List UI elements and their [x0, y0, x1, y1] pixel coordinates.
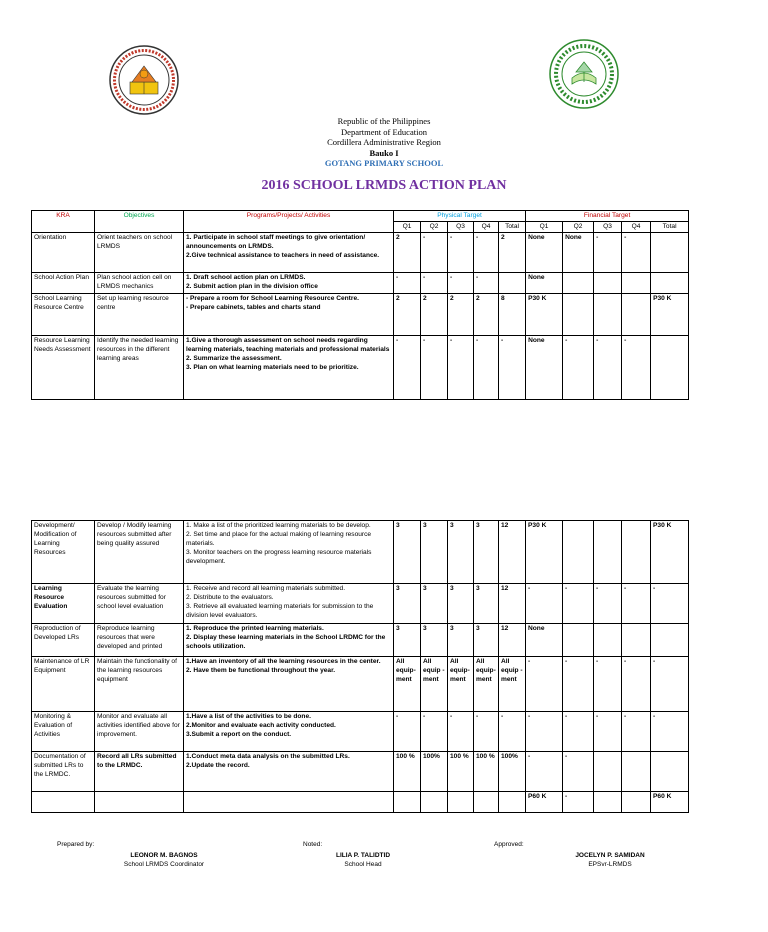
objective-cell: Set up learning resource centre	[95, 294, 184, 336]
school-name: GOTANG PRIMARY SCHOOL	[324, 158, 444, 168]
programs-cell	[184, 752, 394, 792]
physical-q3-cell: 100 %	[448, 752, 474, 792]
physical-q2-cell: 2	[421, 294, 448, 336]
prepared-by-label: Prepared by:	[57, 841, 95, 848]
financial-q1-cell: P60 K	[526, 792, 563, 813]
objective-cell: Record all LRs submitted to the LRMDC.	[95, 752, 184, 792]
program-item: 3.Submit a report on the conduct.	[186, 731, 292, 738]
financial-q2-cell: None	[563, 233, 594, 273]
financial-q4-cell: -	[622, 233, 651, 273]
kra-cell: Development/ Modification of Learning Resources	[32, 521, 95, 584]
physical-q4-cell: 3	[474, 521, 499, 584]
financial-q1-cell: -	[526, 752, 563, 792]
physical-total-cell: 12	[499, 624, 526, 657]
objective-cell: Plan school action cell on LRMDS mechanics	[95, 273, 184, 294]
table-body	[32, 233, 689, 400]
programs-cell	[184, 624, 394, 657]
physical-q4-cell: 100 %	[474, 752, 499, 792]
document-title: 2016 SCHOOL LRMDS ACTION PLAN	[261, 178, 507, 193]
table-row	[32, 752, 689, 792]
physical-q3-cell: -	[448, 233, 474, 273]
programs-cell	[184, 521, 394, 584]
physical-q1-cell: 100 %	[394, 752, 421, 792]
programs-cell	[184, 336, 394, 400]
table-row	[32, 657, 689, 712]
financial-q3-cell	[594, 294, 622, 336]
programs-cell	[184, 294, 394, 336]
physical-q4-cell: All equip-ment	[474, 657, 499, 712]
financial-q4-header: Q4	[622, 222, 651, 233]
physical-q2-cell: -	[421, 233, 448, 273]
programs-cell	[184, 657, 394, 712]
program-item: 3. Retrieve all evaluated learning materials for submission to the division level evaluators.	[186, 603, 374, 619]
prepared-by-name: LEONOR M. BAGNOS	[130, 852, 198, 859]
program-item: - Prepare cabinets, tables and charts stand	[186, 304, 321, 311]
financial-total-cell	[651, 273, 689, 294]
financial-q3-cell	[594, 624, 622, 657]
noted-block	[318, 851, 408, 869]
program-item: 1. Participate in school staff meetings to give orientation/ announcements on LRMDS.	[186, 234, 366, 250]
kra-cell: Reproduction of Developed LRs	[32, 624, 95, 657]
gotang-primary-school-seal	[548, 38, 620, 110]
financial-total-cell	[651, 233, 689, 273]
kra-cell: School Learning Resource Centre	[32, 294, 95, 336]
table-row	[32, 294, 689, 336]
financial-total-header: Total	[651, 222, 689, 233]
physical-q1-cell: 2	[394, 233, 421, 273]
physical-q4-cell: -	[474, 712, 499, 752]
physical-total-cell: 12	[499, 584, 526, 624]
action-plan-table-2	[31, 520, 689, 813]
kra-cell: Resource Learning Needs Assessment	[32, 336, 95, 400]
financial-q3-cell: -	[594, 233, 622, 273]
objective-cell: Develop / Modify learning resources submitted after being quality assured	[95, 521, 184, 584]
program-item: 3. Plan on what learning materials need to be prioritize.	[186, 364, 359, 371]
program-item: 1. Draft school action plan on LRMDS.	[186, 274, 306, 281]
program-item: 2. Display these learning materials in the School LRDMC for the schools utilization.	[186, 634, 386, 650]
program-item: 2. Submit action plan in the division office	[186, 283, 318, 290]
program-item: 1.Conduct meta data analysis on the submitted LRs.	[186, 753, 350, 760]
program-item: 1. Receive and record all learning materials submitted.	[186, 585, 346, 592]
financial-q3-cell: -	[594, 584, 622, 624]
table-body	[32, 521, 689, 813]
table-row	[32, 792, 689, 813]
program-item: 1. Make a list of the prioritized learning materials to be develop.	[186, 522, 371, 529]
program-item: 2. Set time and place for the actual making of learning resource materials.	[186, 531, 372, 547]
physical-q4-cell	[474, 792, 499, 813]
prepared-by-role: School LRMDS Coordinator	[123, 861, 205, 868]
financial-total-cell: -	[651, 584, 689, 624]
financial-q4-cell: -	[622, 712, 651, 752]
kra-cell: Orientation	[32, 233, 95, 273]
financial-q4-cell	[622, 521, 651, 584]
financial-q2-cell	[563, 521, 594, 584]
objective-cell: Maintain the functionality of the learning resources equipment	[95, 657, 184, 712]
objective-cell: Monitor and evaluate all activities identified above for improvement.	[95, 712, 184, 752]
table-header	[32, 211, 689, 233]
financial-q1-header: Q1	[526, 222, 563, 233]
programs-header: Programs/Projects/ Activities	[184, 211, 394, 233]
objective-cell: Reproduce learning resources that were developed and printed	[95, 624, 184, 657]
republic-line: Republic of the Philippines	[337, 116, 431, 126]
physical-total-cell: -	[499, 712, 526, 752]
table-row	[32, 584, 689, 624]
department-line: Department of Education	[341, 126, 427, 137]
physical-q3-cell: -	[448, 336, 474, 400]
financial-q3-cell	[594, 792, 622, 813]
financial-q3-cell: -	[594, 336, 622, 400]
physical-q1-cell: All equip-ment	[394, 657, 421, 712]
financial-q1-cell: None	[526, 273, 563, 294]
program-item: - Prepare a room for School Learning Resource Centre.	[186, 295, 359, 302]
program-item: 1.Have an inventory of all the learning resources in the center.	[186, 658, 381, 665]
physical-q3-cell: 3	[448, 624, 474, 657]
physical-q4-cell: 2	[474, 294, 499, 336]
financial-q2-cell: -	[563, 792, 594, 813]
programs-cell	[184, 712, 394, 752]
physical-q2-cell: -	[421, 712, 448, 752]
financial-q4-cell	[622, 273, 651, 294]
physical-target-header: Physical Target	[394, 211, 526, 222]
physical-total-cell: 100%	[499, 752, 526, 792]
physical-q1-cell: -	[394, 273, 421, 294]
programs-cell	[184, 792, 394, 813]
physical-total-cell: 8	[499, 294, 526, 336]
financial-q3-cell	[594, 273, 622, 294]
action-plan-table-1	[31, 210, 689, 400]
physical-q3-header: Q3	[448, 222, 474, 233]
department-of-education-seal	[108, 44, 180, 116]
financial-q3-header: Q3	[594, 222, 622, 233]
financial-q2-cell	[563, 624, 594, 657]
program-item: 2.Update the record.	[186, 762, 250, 769]
financial-q2-header: Q2	[563, 222, 594, 233]
physical-q2-cell: 100%	[421, 752, 448, 792]
financial-q1-cell: -	[526, 584, 563, 624]
financial-q2-cell	[563, 273, 594, 294]
financial-q1-cell: P30 K	[526, 294, 563, 336]
financial-q2-cell: -	[563, 584, 594, 624]
program-item: 3. Monitor teachers on the progress learning resource materials development.	[186, 549, 372, 565]
physical-q4-cell: -	[474, 273, 499, 294]
objective-cell: Evaluate the learning resources submitted for school level evaluation	[95, 584, 184, 624]
financial-q2-cell	[563, 294, 594, 336]
financial-total-cell	[651, 752, 689, 792]
approved-block	[555, 851, 665, 869]
financial-q3-cell: -	[594, 657, 622, 712]
table-row	[32, 273, 689, 294]
program-item: 1. Reproduce the printed learning materials.	[186, 625, 324, 632]
financial-q2-cell: -	[563, 752, 594, 792]
physical-total-cell: 12	[499, 521, 526, 584]
program-item: 1.Have a list of the activities to be done.	[186, 713, 311, 720]
physical-q1-header: Q1	[394, 222, 421, 233]
financial-q4-cell	[622, 752, 651, 792]
physical-q4-cell: -	[474, 233, 499, 273]
program-item: 2. Have them be functional throughout the year.	[186, 667, 336, 674]
table-row	[32, 233, 689, 273]
kra-cell	[32, 792, 95, 813]
table-row	[32, 712, 689, 752]
financial-q4-cell: -	[622, 657, 651, 712]
physical-q3-cell: -	[448, 273, 474, 294]
approved-label: Approved:	[494, 841, 524, 848]
physical-q1-cell: 2	[394, 294, 421, 336]
program-item: 2.Give technical assistance to teachers in need of assistance.	[186, 252, 380, 259]
noted-name: LILIA P. TALIDTID	[335, 852, 391, 859]
programs-cell	[184, 233, 394, 273]
financial-total-cell: -	[651, 657, 689, 712]
financial-q3-cell: -	[594, 712, 622, 752]
financial-total-cell: P60 K	[651, 792, 689, 813]
physical-q2-cell: -	[421, 336, 448, 400]
physical-total-cell: 2	[499, 233, 526, 273]
physical-q4-cell: 3	[474, 624, 499, 657]
financial-q2-cell: -	[563, 336, 594, 400]
letterhead	[0, 116, 768, 169]
physical-q3-cell: -	[448, 712, 474, 752]
district-line: Bauko I	[369, 147, 399, 158]
physical-q2-cell: 3	[421, 624, 448, 657]
prepared-by-block	[104, 851, 224, 869]
financial-target-header: Financial Target	[526, 211, 689, 222]
objective-cell: Identify the needed learning resources in the different learning areas	[95, 336, 184, 400]
physical-q3-cell: 3	[448, 521, 474, 584]
physical-q3-cell	[448, 792, 474, 813]
financial-total-cell: -	[651, 712, 689, 752]
kra-cell: Learning Resource Evaluation	[32, 584, 95, 624]
table-row	[32, 521, 689, 584]
financial-q3-cell	[594, 752, 622, 792]
financial-q1-cell: -	[526, 657, 563, 712]
physical-q1-cell	[394, 792, 421, 813]
physical-q2-cell	[421, 792, 448, 813]
physical-q3-cell: 3	[448, 584, 474, 624]
approved-name: JOCELYN P. SAMIDAN	[575, 852, 645, 859]
program-item: 2. Summarize the assessment.	[186, 355, 282, 362]
financial-total-cell	[651, 624, 689, 657]
kra-cell: School Action Plan	[32, 273, 95, 294]
financial-q1-cell: P30 K	[526, 521, 563, 584]
program-item: 2. Distribute to the evaluators.	[186, 594, 274, 601]
programs-cell	[184, 584, 394, 624]
objectives-header: Objectives	[95, 211, 184, 233]
physical-total-cell: -	[499, 336, 526, 400]
region-line: Cordillera Administrative Region	[327, 137, 441, 147]
objective-cell: Orient teachers on school LRMDS	[95, 233, 184, 273]
physical-q2-cell: 3	[421, 521, 448, 584]
programs-cell	[184, 273, 394, 294]
physical-q3-cell: All equip-ment	[448, 657, 474, 712]
financial-q4-cell: -	[622, 336, 651, 400]
approved-role: EPSvr-LRMDS	[588, 861, 632, 868]
physical-total-header: Total	[499, 222, 526, 233]
physical-q2-header: Q2	[421, 222, 448, 233]
financial-q1-cell: -	[526, 712, 563, 752]
financial-q1-cell: None	[526, 336, 563, 400]
financial-q2-cell: -	[563, 712, 594, 752]
physical-q1-cell: -	[394, 336, 421, 400]
physical-q2-cell: 3	[421, 584, 448, 624]
noted-label: Noted:	[303, 841, 323, 848]
financial-q2-cell: -	[563, 657, 594, 712]
financial-q3-cell	[594, 521, 622, 584]
physical-q1-cell: 3	[394, 521, 421, 584]
financial-q1-cell: None	[526, 624, 563, 657]
financial-q1-cell: None	[526, 233, 563, 273]
kra-cell: Documentation of submitted LRs to the LRMDC.	[32, 752, 95, 792]
program-item: 2.Monitor and evaluate each activity conducted.	[186, 722, 336, 729]
financial-q4-cell	[622, 294, 651, 336]
physical-q1-cell: 3	[394, 624, 421, 657]
table-row	[32, 336, 689, 400]
program-item: 1.Give a thorough assessment on school needs regarding learning materials, teaching materials and professional materials	[186, 337, 390, 353]
physical-q2-cell: -	[421, 273, 448, 294]
physical-total-cell	[499, 273, 526, 294]
physical-q1-cell: -	[394, 712, 421, 752]
financial-q4-cell	[622, 792, 651, 813]
kra-header: KRA	[32, 211, 95, 233]
table-row	[32, 624, 689, 657]
physical-q4-header: Q4	[474, 222, 499, 233]
financial-total-cell: P30 K	[651, 294, 689, 336]
objective-cell	[95, 792, 184, 813]
physical-total-cell	[499, 792, 526, 813]
physical-q4-cell: -	[474, 336, 499, 400]
noted-role: School Head	[344, 861, 382, 868]
physical-q3-cell: 2	[448, 294, 474, 336]
physical-q4-cell: 3	[474, 584, 499, 624]
financial-total-cell: P30 K	[651, 521, 689, 584]
physical-q1-cell: 3	[394, 584, 421, 624]
kra-cell: Monitoring & Evaluation of Activities	[32, 712, 95, 752]
physical-total-cell: All equip -ment	[499, 657, 526, 712]
financial-q4-cell: -	[622, 584, 651, 624]
kra-cell: Maintenance of LR Equipment	[32, 657, 95, 712]
financial-q4-cell	[622, 624, 651, 657]
physical-q2-cell: All equip -ment	[421, 657, 448, 712]
financial-total-cell	[651, 336, 689, 400]
